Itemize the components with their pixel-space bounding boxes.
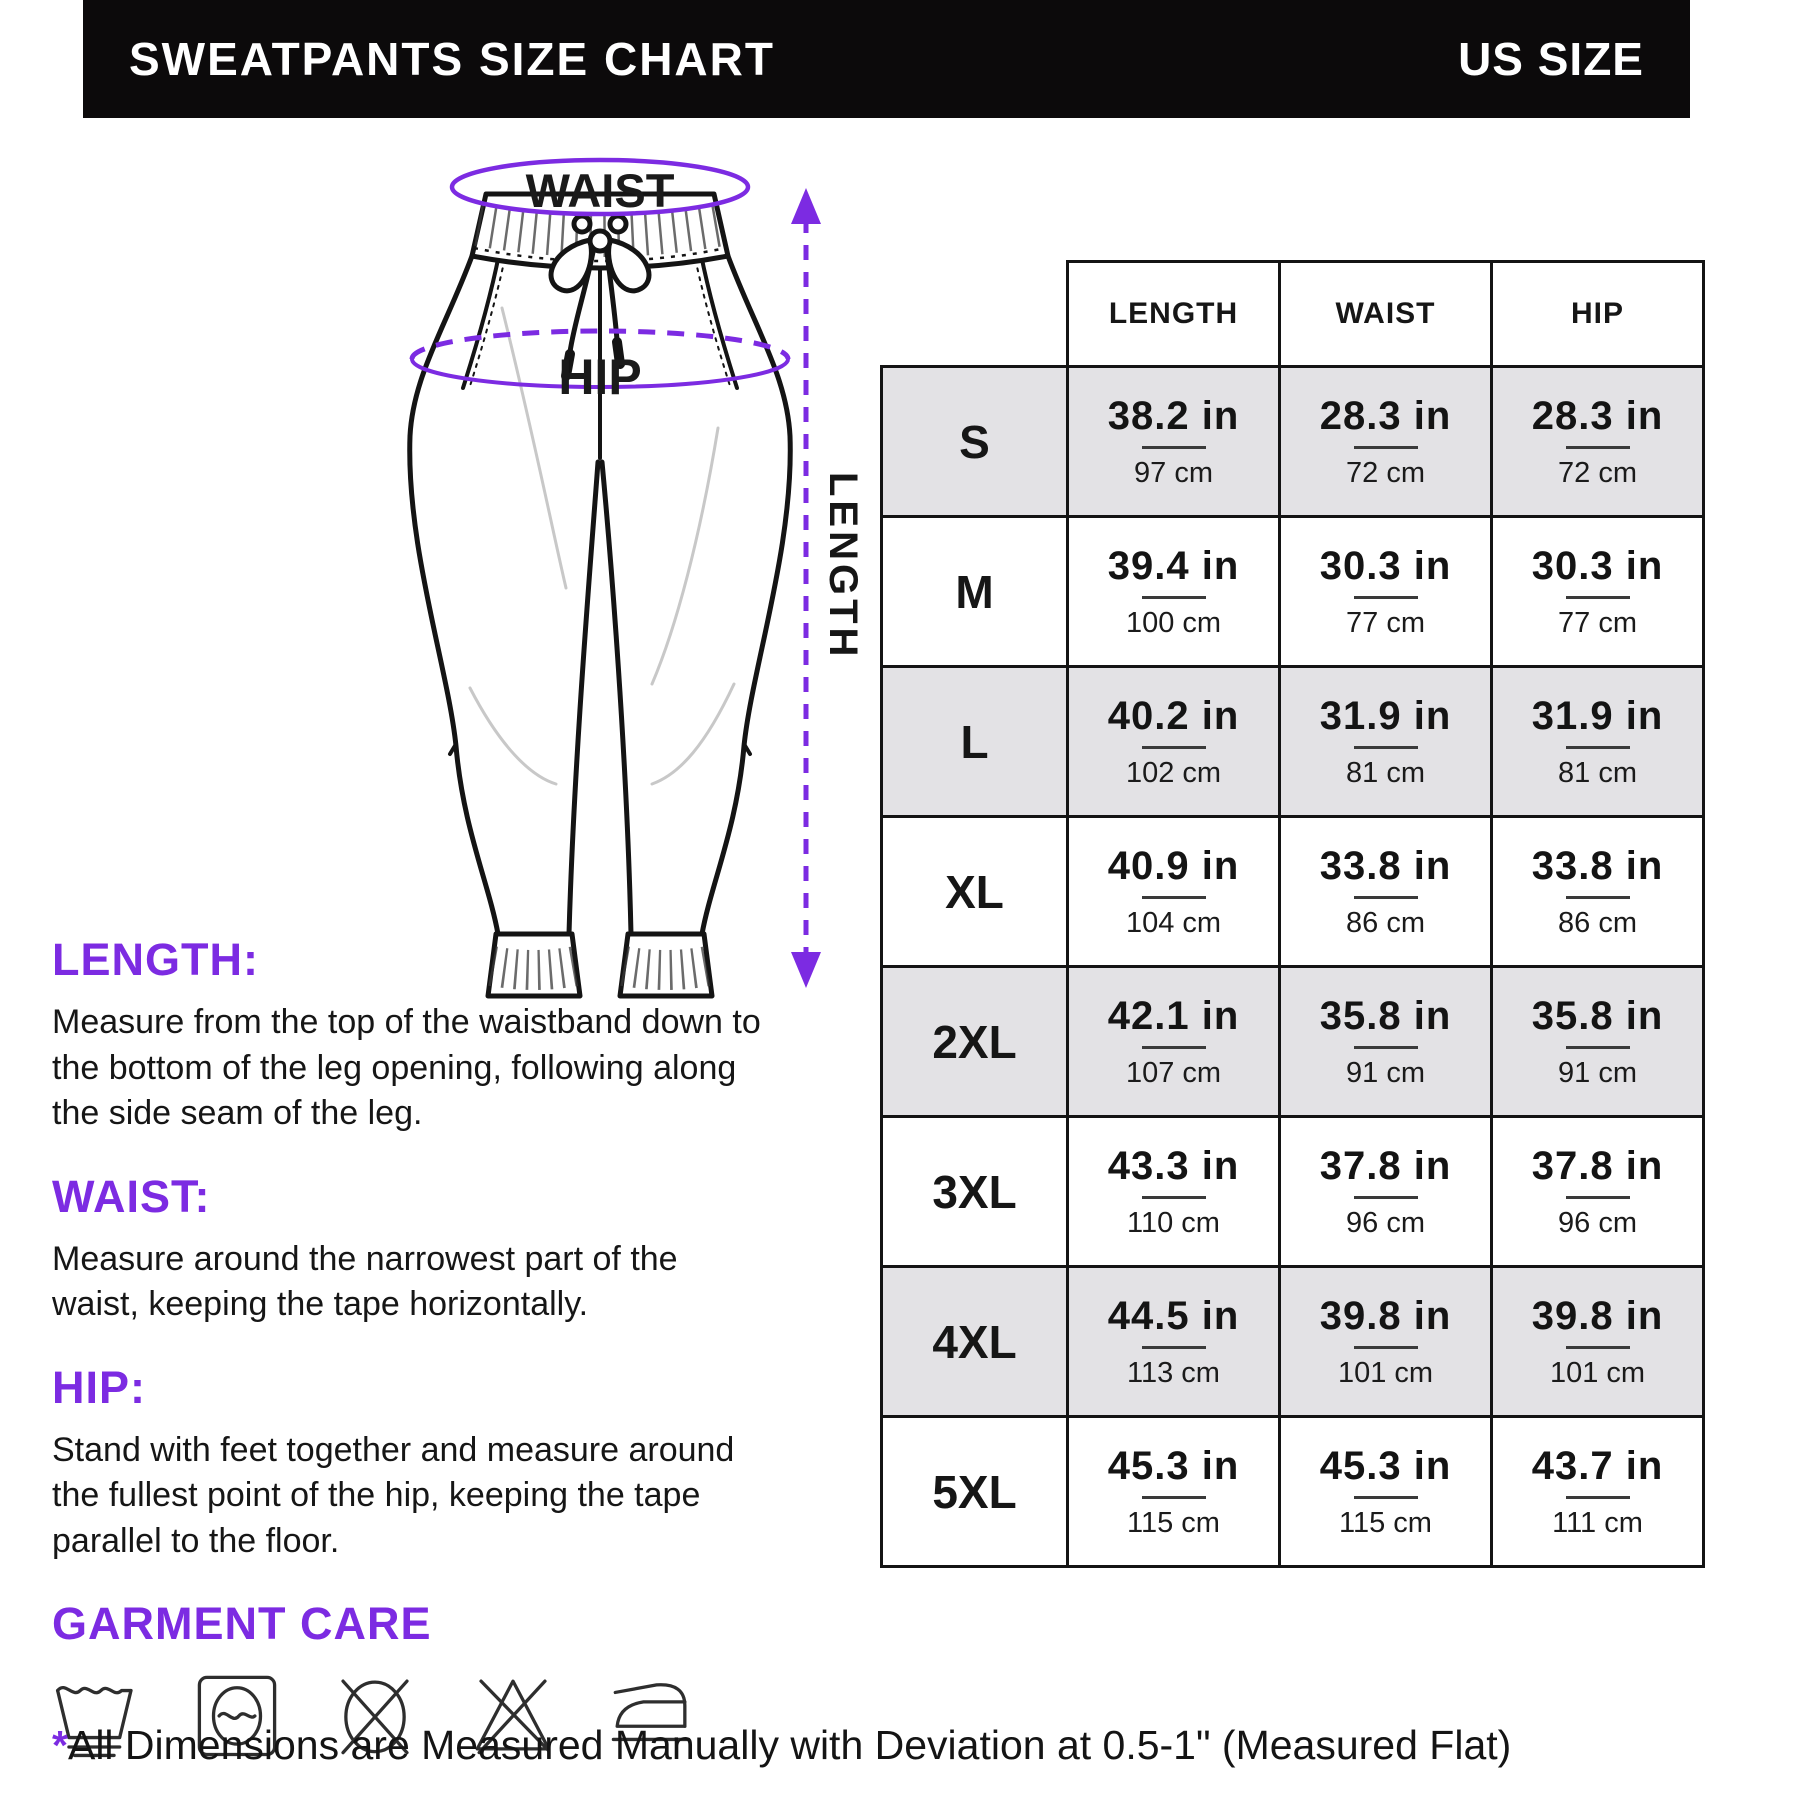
waist-section-heading: WAIST: [52,1170,211,1222]
column-header-waist: WAIST [1280,262,1492,367]
cm-value: 104 cm [1125,906,1222,939]
column-header-hip: HIP [1492,262,1704,367]
measurement-cell [1492,367,1704,517]
cm-value: 91 cm [1558,1056,1637,1089]
fraction-bar [1354,446,1418,449]
fraction-bar [1354,1496,1418,1499]
measurement-cell [1068,1417,1280,1567]
table-row-2xl [882,967,1704,1117]
waist-section-body: Measure around the narrowest part of the waist, keeping the tape horizontally. [52,1239,678,1324]
fraction-bar [1354,596,1418,599]
measurement-cell [1068,817,1280,967]
fraction-bar [1142,896,1206,899]
measurement-cell [1492,967,1704,1117]
inch-value: 43.7 in [1531,1443,1664,1488]
measurement-cell [1280,1267,1492,1417]
fraction-bar [1142,1496,1206,1499]
measurement-cell [1492,517,1704,667]
fraction-bar [1566,1496,1630,1499]
measurement-cell [1280,1117,1492,1267]
fraction-bar [1566,446,1630,449]
page-title: SWEATPANTS SIZE CHART [129,33,775,85]
inch-value: 43.3 in [1107,1143,1240,1188]
size-cell: M [882,517,1068,667]
table-row-l [882,667,1704,817]
inch-value: 30.3 in [1531,543,1664,588]
pants-outline [410,242,791,934]
inch-value: 37.8 in [1319,1143,1452,1188]
region-label: US SIZE [1458,33,1644,85]
table-row-m [882,517,1704,667]
fraction-bar [1566,1196,1630,1199]
inch-value: 39.8 in [1319,1293,1452,1338]
table-row-5xl [882,1417,1704,1567]
fraction-bar [1142,746,1206,749]
size-cell: XL [882,817,1068,967]
garment-care-heading: GARMENT CARE [52,1598,432,1650]
fraction-bar [1142,446,1206,449]
length-label: LENGTH [821,472,865,661]
measurement-cell [1492,1267,1704,1417]
measurement-cell [1280,967,1492,1117]
fraction-bar [1354,746,1418,749]
size-cell: S [882,367,1068,517]
cm-value: 86 cm [1558,906,1637,939]
fraction-bar [1566,596,1630,599]
cm-value: 72 cm [1346,456,1425,489]
cm-value: 96 cm [1346,1206,1425,1239]
size-cell: L [882,667,1068,817]
cm-value: 86 cm [1346,906,1425,939]
fraction-bar [1142,1196,1206,1199]
measurement-cell [1280,1417,1492,1567]
inch-value: 35.8 in [1531,993,1664,1038]
fraction-bar [1142,596,1206,599]
inch-value: 45.3 in [1319,1443,1452,1488]
fraction-bar [1354,1346,1418,1349]
cm-value: 115 cm [1127,1506,1220,1539]
fraction-bar [1566,1346,1630,1349]
cm-value: 107 cm [1125,1056,1222,1089]
table-header-row [882,262,1704,367]
inch-value: 31.9 in [1319,693,1452,738]
inch-value: 40.9 in [1107,843,1240,888]
hip-section-body: Stand with feet together and measure around the fullest point of the hip, keeping the tape parallel to the floor. [52,1430,735,1560]
measurement-cell [1492,1417,1704,1567]
measurement-cell [1492,817,1704,967]
table-row-4xl [882,1267,1704,1417]
cm-value: 77 cm [1346,606,1425,639]
measurement-cell [1068,667,1280,817]
fraction-bar [1566,1046,1630,1049]
measurement-cell [1280,517,1492,667]
cm-value: 97 cm [1134,456,1213,489]
cm-value: 102 cm [1125,756,1222,789]
cm-value: 77 cm [1558,606,1637,639]
measurement-cell [1068,967,1280,1117]
footnote [52,1722,1752,1769]
length-section-body: Measure from the top of the waistband down to the bottom of the leg opening, following along the side seam of the leg. [52,1003,761,1133]
cm-value: 72 cm [1558,456,1637,489]
size-cell: 4XL [882,1267,1068,1417]
inch-value: 31.9 in [1531,693,1664,738]
measurement-cell [1068,1117,1280,1267]
size-cell: 2XL [882,967,1068,1117]
measurement-cell [1068,1267,1280,1417]
cm-value: 113 cm [1127,1356,1220,1389]
cm-value: 91 cm [1346,1056,1425,1089]
size-table [880,260,1705,1568]
cm-value: 101 cm [1549,1356,1646,1389]
inch-value: 39.4 in [1107,543,1240,588]
footnote-text: All Dimensions are Measured Manually with Deviation at 0.5-1" (Measured Flat) [67,1722,1512,1768]
column-header-length: LENGTH [1068,262,1280,367]
fraction-bar [1354,1046,1418,1049]
size-cell: 3XL [882,1117,1068,1267]
length-arrow-icon [788,188,824,988]
hip-label: HIP [558,349,642,405]
size-cell: 5XL [882,1417,1068,1567]
fraction-bar [1566,896,1630,899]
inch-value: 37.8 in [1531,1143,1664,1188]
inch-value: 42.1 in [1107,993,1240,1038]
inch-value: 45.3 in [1107,1443,1240,1488]
inch-value: 35.8 in [1319,993,1452,1038]
fraction-bar [1142,1346,1206,1349]
inch-value: 44.5 in [1107,1293,1240,1338]
cm-value: 81 cm [1558,756,1637,789]
table-row-xl [882,817,1704,967]
waist-label: WAIST [525,164,675,217]
fraction-bar [1566,746,1630,749]
table-row-3xl [882,1117,1704,1267]
measurement-cell [1280,667,1492,817]
measurement-cell [1068,367,1280,517]
measurement-cell [1280,367,1492,517]
cm-value: 111 cm [1552,1506,1643,1539]
measurement-cell [1280,817,1492,967]
sweatpants-diagram [200,128,800,1008]
cm-value: 81 cm [1346,756,1425,789]
cm-value: 96 cm [1558,1206,1637,1239]
cm-value: 110 cm [1127,1206,1220,1239]
inch-value: 30.3 in [1319,543,1452,588]
table-corner-blank [882,262,1068,367]
fraction-bar [1354,896,1418,899]
table-row-s [882,367,1704,517]
inch-value: 28.3 in [1319,393,1452,438]
inch-value: 38.2 in [1107,393,1240,438]
inch-value: 33.8 in [1319,843,1452,888]
inch-value: 28.3 in [1531,393,1664,438]
inch-value: 39.8 in [1531,1293,1664,1338]
cm-value: 100 cm [1125,606,1222,639]
cm-value: 101 cm [1337,1356,1434,1389]
footnote-asterisk: * [52,1722,68,1768]
length-section-heading: LENGTH: [52,934,259,985]
measurement-cell [1492,667,1704,817]
measurement-cell [1492,1117,1704,1267]
measurement-cell [1068,517,1280,667]
hip-section-heading: HIP: [52,1361,146,1413]
measure-instructions [52,934,762,1762]
inch-value: 33.8 in [1531,843,1664,888]
fraction-bar [1142,1046,1206,1049]
header-bar [83,0,1690,118]
fraction-bar [1354,1196,1418,1199]
inch-value: 40.2 in [1107,693,1240,738]
cm-value: 115 cm [1339,1506,1432,1539]
